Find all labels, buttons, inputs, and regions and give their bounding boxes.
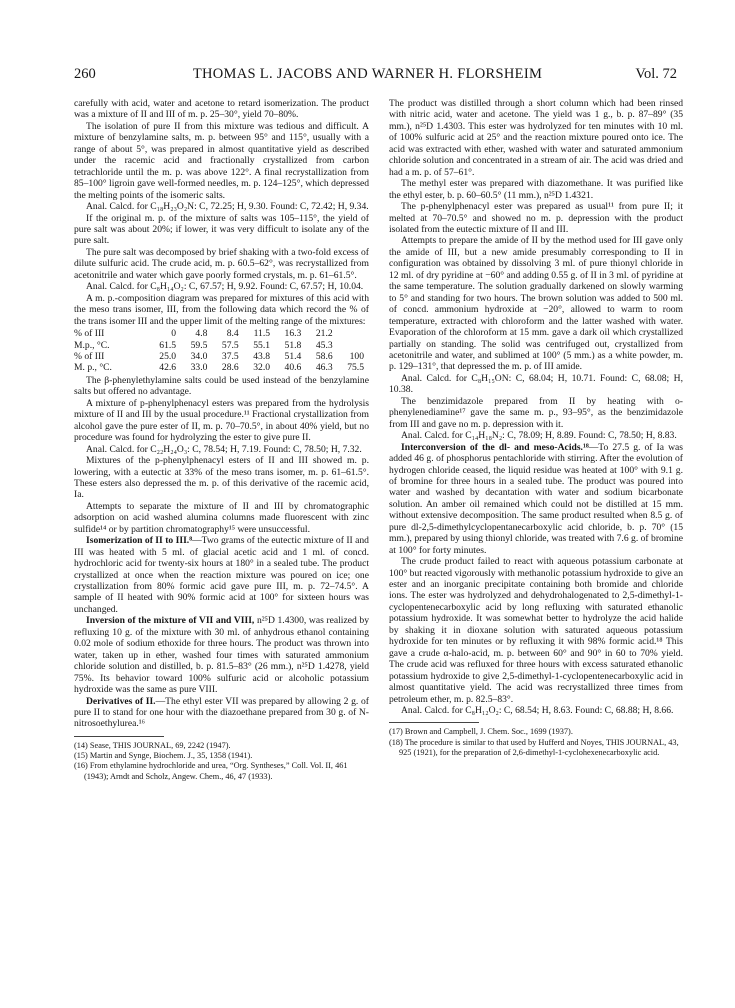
table-cell [333, 340, 364, 351]
paragraph: The crude product failed to react with aqueous potassium carbonate at 100° but reacted vigorously with methanolic potassium hydroxide to give an ester and an inorganic precipitate containing both bromide and chloride ions. The ester was hydrolyzed and dehydrohalogenated to 2,5-dimethyl-1-cyclopentenecarboxylic acid by long refluxing with saturated ethanolic potassium hydroxide. It was somewhat better to hydrolyze the acid halide by shaking it in dioxane solution with saturated aqueous potassium hydroxide for ten minutes or by refluxing it with 98% formic acid.¹⁸ This gave a crude α-halo-acid, m. p. between 60° and 90° in 60 to 70% yield. The crude acid was refluxed for three hours with excess saturated ethanolic potassium hydroxide to give 2,5-dimethyl-1-cyclopentenecarboxylic acid in almost quantitative yield. The acid was recrystallized three times from petroleum ether, m. p. 82.5–83°. [389, 556, 683, 705]
paragraph: A m. p.-composition diagram was prepared for mixtures of this acid with the meso trans isomer, III, from the following data which record the % of the trans isomer III and the upper limit of the melting range of the mixtures: [74, 292, 369, 327]
right-column [389, 98, 683, 758]
section-paragraph [74, 696, 369, 730]
section-heading: Interconversion of the dl- and meso-Acids.¹⁸ [401, 441, 589, 453]
table-cell: 25.0 [159, 350, 177, 362]
volume-label: Vol. 72 [635, 66, 677, 82]
table-cell: 42.6 [159, 362, 177, 374]
table-cell: 100 [349, 350, 364, 362]
table-cell: 40.6 [284, 362, 302, 374]
table-cell: 59.5 [190, 339, 208, 351]
footnote: (17) Brown and Campbell, J. Chem. Soc., 1699 (1937). [389, 727, 573, 737]
footnote: (15) Martin and Synge, Biochem. J., 35, 1358 (1941). [74, 751, 253, 761]
table-cell: 21.2 [315, 328, 333, 340]
table-cell: 51.8 [284, 339, 302, 351]
table-cell: 4.8 [195, 328, 208, 340]
table-row [74, 351, 364, 362]
table-row [74, 340, 364, 351]
paragraph: Mixtures of the p-phenylphenacyl esters of II and III showed m. p. lowering, with a eutectic at 33% of the meso trans isomer, m. p. 61–61.5°. These esters also depressed the m. p. of this derivative of the racemic acid, Ia. [74, 455, 369, 501]
section-text: n²⁵D 1.4300, was realized by refluxing 10 g. of the mixture with 30 ml. of anhydrous ethanol containing 0.02 mole of sodium ethoxide for three hours. The product was thrown into water, taken up in ether, washed four times with saturated ammonium chloride solution and distilled, b. p. 81.5–83° (26 mm.), n²⁵D 1.4278, yield 75%. Its behavior toward 100% sulfuric acid or alcoholic potassium hydroxide was the same as pure VIII. [74, 615, 369, 696]
table-cell: 55.1 [253, 339, 271, 351]
paragraph: The pure salt was decomposed by brief shaking with a two-fold excess of dilute sulfuric acid. The crude acid, m. p. 60.5–62°, was recrystallized from acetonitrile and water which gave poorly formed crystals, m. p. 61–61.5°. [74, 246, 369, 281]
footnote: (16) From ethylamine hydrochloride and urea, “Org. Syntheses,” Coll. Vol. II, 461 (1943); Arndt and Scholz, Angew. Chem., 46, 47 (1933). [74, 761, 348, 781]
row-label: % of III [74, 328, 105, 340]
section-heading: Isomerization of II to III.⁸ [86, 535, 193, 547]
paragraph: If the original m. p. of the mixture of salts was 105–115°, the yield of pure salt was about 20%; if lower, it was very difficult to isolate any of the pure salt. [74, 212, 369, 247]
running-header [0, 66, 735, 88]
footnote: (14) Sease, THIS JOURNAL, 69, 2242 (1947). [74, 740, 231, 750]
table-cell: 8.4 [226, 328, 239, 340]
paragraph: The product was distilled through a short column which had been rinsed with nitric acid, water and acetone. The yield was 1 g., b. p. 87–89° (35 mm.), n²⁵D 1.4303. This ester was hydrolyzed for ten minutes with 10 ml. of 100% sulfuric acid at 25° and the reaction mixture poured onto ice. The acid was extracted with ether, washed with water and saturated ammonium chloride solution and concentrated in a stream of air. The acid was dried and had a m. p. of 57–61°. [389, 98, 683, 178]
table-cell [333, 328, 364, 339]
table-cell: 46.3 [315, 362, 333, 374]
table-row [74, 328, 364, 339]
melting-point-table [74, 328, 364, 374]
footnotes [389, 727, 683, 758]
analysis-paragraph: Anal. Calcd. for C₂₂H₂₄O₃: C, 78.54; H, 7.19. Found: C, 78.50; H, 7.32. [86, 443, 362, 455]
paragraph: The isolation of pure II from this mixture was tedious and difficult. A mixture of benzylamine salts, m. p. between 95° and 115°, usually with a range of about 5°, was prepared in almost quantitative yield as described under the racemic acid and fractionally crystallized from carbon tetrachloride until the m. p. was above 122°. A final recrystallization from 85–100° ligroin gave well-formed needles, m. p. 124–125°, which depressed the melting points of the isomeric salts. [74, 120, 369, 201]
table-cell: 28.6 [221, 362, 239, 374]
row-label: M. p., °C. [74, 362, 112, 374]
table-cell: 45.3 [315, 339, 333, 351]
footnotes [74, 741, 369, 782]
paragraph: carefully with acid, water and acetone to retard isomerization. The product was a mixture of II and III of m. p. 25–30°, yield 70–80%. [74, 98, 369, 121]
row-label: M.p., °C. [74, 339, 110, 351]
paragraph: Attempts to prepare the amide of II by the method used for III gave only the amide of III, but a new amide presumably corresponding to II in configuration was obtained by dissolving 3 ml. of pure thionyl chloride in 12 ml. of dry pyridine at −60° and adding 0.55 g. of II in 3 ml. of pyridine at the same temperature. The solution gradually darkened on slowly warming to 5° and standing for two hours. The brown solution was added to 500 ml. of concd. ammonium hydroxide at −20°, allowed to warm to room temperature, extracted with chloroform and the latter washed with water. Evaporation of the chloroform at 15 mm. gave a dark oil which crystallized partially on standing. The solid was centrifuged out, crystallized from acetonitrile and water, and sublimed at 100° (5 mm.) as a white powder, m. p. 129–131°, that depressed the m. p. of III amide. [389, 235, 683, 373]
table-cell: 51.4 [284, 350, 302, 362]
analysis-paragraph: Anal. Calcd. for C₈H₁₄O₂: C, 67.57; H, 9.92. Found: C, 67.57; H, 10.04. [86, 281, 364, 293]
page-number: 260 [74, 66, 96, 82]
paragraph: The methyl ester was prepared with diazomethane. It was purified like the ethyl ester, b. p. 60–60.5° (11 mm.), n²⁵D 1.4321. [389, 178, 683, 201]
table-cell: 75.5 [347, 362, 364, 374]
analysis-paragraph: Anal. Calcd. for C₈H₁₂O₂: C, 68.54; H, 8.63. Found: C, 68.88; H, 8.66. [401, 705, 674, 717]
footnote-divider [389, 722, 479, 723]
table-cell: 61.5 [159, 339, 177, 351]
analysis-paragraph: Anal. Calcd. for C₁₈H₂₃O₂N: C, 72.25; H, 9.30. Found: C, 72.42; H, 9.34. [86, 201, 369, 213]
table-cell: 16.3 [284, 328, 302, 340]
paragraph: Attempts to separate the mixture of II and III by chromatographic adsorption on acid washed alumina columns made fluorescent with zinc sulfide¹⁴ or by partition chromatography¹⁵ were unsuccessful. [74, 500, 369, 535]
running-title: THOMAS L. JACOBS AND WARNER H. FLORSHEIM [192, 66, 543, 82]
table-cell: 34.0 [190, 350, 208, 362]
section-text: —Two grams of the eutectic mixture of II and III was heated with 5 ml. of glacial acetic acid and 1 ml. of concd. hydrochloric acid for twenty-six hours at 180° in a sealed tube. The product crystallized at once when the reaction mixture was poured on ice; one crystallization from 80% formic acid gave pure III, m. p. 72–74.5°. A sample of II heated with 90% formic acid at 100° for sixteen hours was unchanged. [74, 535, 369, 615]
section-text: —To 27.5 g. of Ia was added 46 g. of phosphorus pentachloride with stirring. After the evolution of hydrogen chloride ceased, the liquid residue was heated at 100° with 9.1 g. of bromine for three hours in a sealed tube. The product was poured into water and washed by decantation with water and sodium bicarbonate solution. An amber oil remained which could not be distilled at 15 mm. without extensive decomposition. The same product resulted when 8.5 g. of pure dl-2,5-dimethylcyclopentanecarboxylic acid chloride, b. p. 70° (15 mm.), prepared by using thionyl chloride, was treated with 7.6 g. of bromine at 100° for forty minutes. [389, 441, 683, 556]
table-cell: 58.6 [315, 350, 333, 362]
table-row [74, 362, 364, 373]
table-cell: 37.5 [221, 350, 239, 362]
section-paragraph [389, 442, 683, 557]
section-text: —The ethyl ester VII was prepared by allowing 2 g. of pure II to stand for one hour with the diazoethane prepared from 30 g. of N-nitrosoethylurea.¹⁶ [74, 695, 369, 730]
footnote: (18) The procedure is similar to that used by Hufferd and Noyes, THIS JOURNAL, 43, 925 (1921), for the preparation of 2,6-dimethyl-1-cyclohexenecarboxylic acid. [389, 737, 679, 757]
paragraph: The p-phenylphenacyl ester was prepared as usual¹¹ from pure II; it melted at 70–70.5° and showed no m. p. depression with the product isolated from the eutectic mixture of II and III. [389, 201, 683, 235]
left-column [74, 98, 369, 782]
paragraph: The benzimidazole prepared from II by heating with o-phenylenediamine¹⁷ gave the same m. p., 93–95°, as the benzimidazole from III and gave no m. p. depression with it. [389, 395, 683, 430]
table-cell: 57.5 [221, 339, 239, 351]
footnote-divider [74, 736, 164, 737]
section-paragraph [74, 535, 369, 615]
table-cell: 33.0 [190, 362, 208, 374]
section-heading: Inversion of the mixture of VII and VIII, [86, 615, 255, 627]
row-label: % of III [74, 350, 105, 362]
section-heading: Derivatives of II. [86, 695, 156, 707]
analysis-paragraph: Anal. Calcd. for C₁₄H₁₈N₂: C, 78.09; H, 8.89. Found: C, 78.50; H, 8.83. [401, 430, 677, 442]
paragraph: The β-phenylethylamine salts could be used instead of the benzylamine salts but offered no advantage. [74, 374, 369, 398]
table-cell: 43.8 [253, 350, 271, 362]
section-paragraph [74, 615, 369, 695]
table-cell: 11.5 [253, 328, 271, 340]
table-cell: 0 [171, 328, 177, 340]
paragraph: A mixture of p-phenylphenacyl esters was prepared from the hydrolysis mixture of II and III by the usual procedure.¹¹ Fractional crystallization from alcohol gave the pure ester of II, m. p. 70–70.5°, in about 40% yield, but no procedure was found for hydrolyzing the ester to give pure II. [74, 397, 369, 444]
analysis-paragraph: Anal. Calcd. for C₈H₁₅ON: C, 68.04; H, 10.71. Found: C, 68.08; H, 10.38. [389, 372, 683, 396]
table-cell: 32.0 [253, 362, 271, 374]
